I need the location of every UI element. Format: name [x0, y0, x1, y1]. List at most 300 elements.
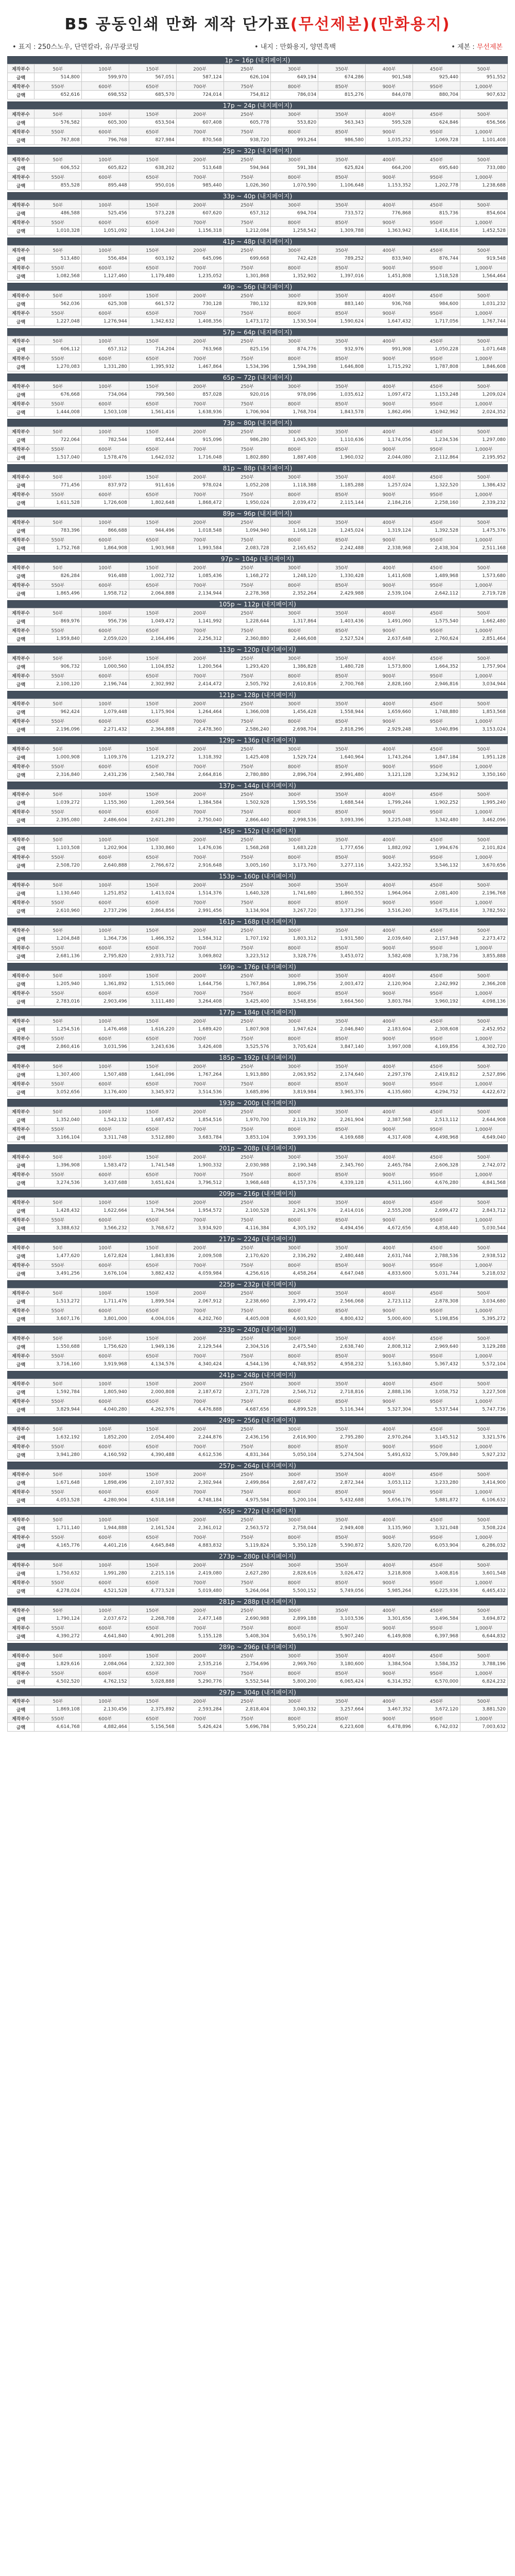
price-cell: 1,069,728	[413, 136, 460, 145]
quantity-cell: 700부	[176, 1351, 224, 1360]
price-section	[7, 963, 508, 1006]
quantity-cell: 50부	[35, 608, 82, 617]
quantity-cell: 650부	[129, 445, 176, 453]
quantity-cell: 500부	[460, 64, 508, 73]
quantity-label: 제작부수	[8, 1606, 35, 1615]
spec-binding	[451, 41, 503, 51]
quantity-cell: 200부	[176, 291, 224, 300]
price-cell: 3,651,624	[129, 1179, 176, 1188]
quantity-cell: 900부	[366, 1442, 413, 1451]
price-section	[7, 374, 508, 417]
quantity-cell: 700부	[176, 1170, 224, 1179]
price-row	[8, 1071, 508, 1079]
price-cell: 5,537,544	[413, 1405, 460, 1414]
quantity-cell: 100부	[81, 880, 129, 889]
quantity-label: 제작부수	[8, 853, 35, 861]
price-cell: 657,312	[81, 345, 129, 354]
quantity-cell: 150부	[129, 790, 176, 799]
quantity-row	[8, 898, 508, 907]
price-cell: 1,331,280	[81, 363, 129, 371]
price-cell: 2,998,536	[271, 816, 318, 825]
quantity-label: 제작부수	[8, 1034, 35, 1043]
price-cell: 4,800,432	[318, 1315, 366, 1324]
quantity-cell: 350부	[318, 336, 366, 345]
quantity-cell: 150부	[129, 563, 176, 572]
price-cell: 2,991,456	[176, 907, 224, 916]
price-row	[8, 391, 508, 399]
price-cell: 4,641,840	[81, 1632, 129, 1641]
quantity-row	[8, 671, 508, 680]
price-cell: 1,082,568	[35, 272, 82, 281]
price-cell: 876,744	[413, 255, 460, 263]
price-cell: 5,019,480	[176, 1587, 224, 1596]
quantity-cell: 450부	[413, 1107, 460, 1116]
price-row	[8, 1723, 508, 1732]
quantity-cell: 600부	[81, 535, 129, 544]
price-cell: 956,736	[81, 617, 129, 626]
quantity-cell: 300부	[271, 291, 318, 300]
price-cell: 5,408,304	[224, 1632, 271, 1641]
price-cell: 2,352,264	[271, 589, 318, 598]
price-label: 금액	[8, 272, 35, 281]
spec-cover: • 표지 : 250스노우, 단면칼라, 유/무광코팅	[12, 43, 139, 51]
price-cell: 920,016	[224, 391, 271, 399]
price-cell: 2,338,968	[366, 544, 413, 553]
price-cell: 553,820	[271, 118, 318, 127]
quantity-cell: 250부	[224, 1425, 271, 1433]
price-cell: 2,828,616	[271, 1569, 318, 1578]
price-cell: 5,031,744	[413, 1269, 460, 1278]
price-cell: 3,422,352	[366, 861, 413, 870]
price-cell: 653,504	[129, 118, 176, 127]
price-cell: 1,750,632	[35, 1569, 82, 1578]
quantity-cell: 900부	[366, 943, 413, 952]
quantity-cell: 500부	[460, 608, 508, 617]
quantity-row	[8, 246, 508, 255]
quantity-cell: 650부	[129, 898, 176, 907]
price-cell: 1,882,092	[366, 844, 413, 853]
price-cell: 3,180,600	[318, 1660, 366, 1669]
quantity-cell: 150부	[129, 1062, 176, 1071]
price-cell: 2,593,284	[176, 1705, 224, 1714]
quantity-cell: 100부	[81, 1697, 129, 1705]
quantity-cell: 350부	[318, 155, 366, 164]
quantity-cell: 600부	[81, 218, 129, 227]
price-cell: 1,035,252	[366, 136, 413, 145]
price-cell: 2,563,572	[224, 1524, 271, 1533]
price-cell: 4,858,440	[413, 1224, 460, 1233]
price-row	[8, 1116, 508, 1125]
quantity-cell: 600부	[81, 717, 129, 725]
quantity-cell: 250부	[224, 382, 271, 391]
quantity-cell: 300부	[271, 880, 318, 889]
quantity-cell: 100부	[81, 155, 129, 164]
price-label: 금액	[8, 1496, 35, 1505]
quantity-cell: 250부	[224, 518, 271, 527]
price-section	[7, 192, 508, 235]
price-cell: 1,386,828	[271, 663, 318, 671]
price-cell: 5,500,152	[271, 1587, 318, 1596]
price-cell: 1,452,528	[460, 227, 508, 235]
price-cell: 1,767,864	[224, 980, 271, 989]
price-row	[8, 861, 508, 870]
quantity-cell: 900부	[366, 1261, 413, 1269]
quantity-cell: 450부	[413, 790, 460, 799]
quantity-cell: 400부	[366, 200, 413, 209]
quantity-cell: 900부	[366, 717, 413, 725]
price-row	[8, 572, 508, 581]
price-cell: 695,640	[413, 164, 460, 173]
quantity-row	[8, 263, 508, 272]
price-row	[8, 1315, 508, 1324]
price-cell: 1,767,264	[176, 1071, 224, 1079]
price-table	[7, 880, 508, 916]
price-cell: 3,514,536	[176, 1088, 224, 1097]
price-cell: 3,034,944	[460, 680, 508, 689]
price-cell: 2,851,464	[460, 635, 508, 643]
quantity-cell: 800부	[271, 445, 318, 453]
quantity-cell: 250부	[224, 1697, 271, 1705]
quantity-cell: 1,000부	[460, 1215, 508, 1224]
price-cell: 4,294,752	[413, 1088, 460, 1097]
price-cell: 5,198,856	[413, 1315, 460, 1324]
quantity-cell: 400부	[366, 1243, 413, 1252]
price-cell: 2,174,640	[318, 1071, 366, 1079]
quantity-cell: 750부	[224, 1533, 271, 1541]
quantity-cell: 400부	[366, 64, 413, 73]
price-cell: 984,600	[413, 300, 460, 309]
quantity-cell: 250부	[224, 1243, 271, 1252]
price-section	[7, 464, 508, 507]
price-table	[7, 1016, 508, 1052]
price-cell: 3,145,512	[413, 1433, 460, 1442]
quantity-cell: 850부	[318, 1487, 366, 1496]
quantity-cell: 650부	[129, 1487, 176, 1496]
price-cell: 1,079,448	[81, 708, 129, 717]
quantity-cell: 950부	[413, 626, 460, 635]
quantity-cell: 700부	[176, 1079, 224, 1088]
price-cell: 1,507,488	[81, 1071, 129, 1079]
price-cell: 1,200,564	[176, 663, 224, 671]
price-section	[7, 1326, 508, 1369]
quantity-label: 제작부수	[8, 291, 35, 300]
price-cell: 2,788,536	[413, 1252, 460, 1261]
price-cell: 1,869,108	[35, 1705, 82, 1714]
quantity-label: 제작부수	[8, 263, 35, 272]
quantity-cell: 600부	[81, 1397, 129, 1405]
quantity-cell: 750부	[224, 1079, 271, 1088]
price-cell: 1,467,864	[176, 363, 224, 371]
quantity-cell: 950부	[413, 1533, 460, 1541]
quantity-cell: 250부	[224, 1016, 271, 1025]
quantity-cell: 1,000부	[460, 1714, 508, 1723]
quantity-cell: 1,000부	[460, 445, 508, 453]
price-cell: 1,960,032	[318, 453, 366, 462]
quantity-cell: 50부	[35, 1561, 82, 1569]
quantity-cell: 900부	[366, 1487, 413, 1496]
quantity-row	[8, 291, 508, 300]
price-cell: 3,257,664	[318, 1705, 366, 1714]
quantity-cell: 550부	[35, 1034, 82, 1043]
price-cell: 1,715,292	[366, 363, 413, 371]
price-cell: 2,322,300	[129, 1660, 176, 1669]
price-row	[8, 1569, 508, 1578]
quantity-cell: 50부	[35, 291, 82, 300]
price-row	[8, 725, 508, 734]
price-cell: 2,527,896	[460, 1071, 508, 1079]
quantity-cell: 900부	[366, 898, 413, 907]
quantity-cell: 450부	[413, 1289, 460, 1297]
quantity-label: 제작부수	[8, 880, 35, 889]
price-cell: 5,950,224	[271, 1723, 318, 1732]
price-cell: 649,194	[271, 73, 318, 82]
quantity-cell: 750부	[224, 898, 271, 907]
quantity-cell: 150부	[129, 518, 176, 527]
price-table	[7, 109, 508, 145]
quantity-row	[8, 1170, 508, 1179]
price-cell: 1,959,840	[35, 635, 82, 643]
price-cell: 3,437,688	[81, 1179, 129, 1188]
price-cell: 1,748,880	[413, 708, 460, 717]
quantity-cell: 500부	[460, 110, 508, 118]
price-cell: 2,261,976	[271, 1207, 318, 1215]
quantity-cell: 100부	[81, 1515, 129, 1524]
price-cell: 4,899,528	[271, 1405, 318, 1414]
quantity-cell: 550부	[35, 581, 82, 589]
quantity-cell: 350부	[318, 699, 366, 708]
price-cell: 6,314,352	[366, 1677, 413, 1686]
quantity-cell: 300부	[271, 427, 318, 436]
quantity-cell: 50부	[35, 1470, 82, 1479]
quantity-cell: 750부	[224, 1714, 271, 1723]
price-cell: 1,293,420	[224, 663, 271, 671]
price-cell: 2,161,524	[129, 1524, 176, 1533]
quantity-cell: 250부	[224, 1062, 271, 1071]
quantity-cell: 450부	[413, 518, 460, 527]
price-cell: 1,392,528	[413, 527, 460, 535]
price-cell: 2,991,480	[318, 771, 366, 779]
quantity-cell: 650부	[129, 1125, 176, 1133]
price-cell: 4,518,168	[129, 1496, 176, 1505]
quantity-cell: 150부	[129, 1334, 176, 1343]
quantity-cell: 850부	[318, 1125, 366, 1133]
price-cell: 2,130,456	[81, 1705, 129, 1714]
quantity-label: 제작부수	[8, 835, 35, 844]
price-cell: 2,808,312	[366, 1343, 413, 1351]
quantity-cell: 900부	[366, 218, 413, 227]
price-cell: 1,947,624	[271, 1025, 318, 1034]
quantity-cell: 1,000부	[460, 309, 508, 317]
price-cell: 1,109,376	[81, 753, 129, 762]
price-cell: 2,195,952	[460, 453, 508, 462]
price-cell: 2,699,472	[413, 1207, 460, 1215]
price-cell: 1,843,578	[318, 408, 366, 417]
quantity-label: 제작부수	[8, 309, 35, 317]
quantity-cell: 500부	[460, 744, 508, 753]
quantity-cell: 650부	[129, 1079, 176, 1088]
price-cell: 1,168,128	[271, 527, 318, 535]
quantity-cell: 850부	[318, 1397, 366, 1405]
price-cell: 2,170,620	[224, 1252, 271, 1261]
price-cell: 2,364,888	[129, 725, 176, 734]
price-label: 금액	[8, 889, 35, 898]
price-row	[8, 708, 508, 717]
price-cell: 786,034	[271, 91, 318, 99]
price-cell: 985,440	[176, 181, 224, 190]
price-cell: 3,993,336	[271, 1133, 318, 1142]
price-cell: 2,718,816	[318, 1388, 366, 1397]
price-cell: 1,954,572	[176, 1207, 224, 1215]
price-cell: 3,683,784	[176, 1133, 224, 1142]
quantity-cell: 550부	[35, 1623, 82, 1632]
price-cell: 925,440	[413, 73, 460, 82]
price-cell: 1,235,052	[176, 272, 224, 281]
quantity-cell: 150부	[129, 926, 176, 935]
price-cell: 1,227,048	[35, 317, 82, 326]
quantity-cell: 250부	[224, 1198, 271, 1207]
quantity-cell: 350부	[318, 1016, 366, 1025]
price-cell: 1,010,328	[35, 227, 82, 235]
price-cell: 1,000,560	[81, 663, 129, 671]
page-range-header: 249p ~ 256p (내지페이지)	[7, 1416, 508, 1424]
quantity-cell: 650부	[129, 1623, 176, 1632]
price-cell: 2,101,824	[460, 844, 508, 853]
page-range-header: 225p ~ 232p (내지페이지)	[7, 1280, 508, 1288]
quantity-cell: 600부	[81, 762, 129, 771]
quantity-cell: 250부	[224, 1651, 271, 1660]
quantity-cell: 650부	[129, 535, 176, 544]
price-cell: 3,321,048	[413, 1524, 460, 1533]
quantity-cell: 1,000부	[460, 218, 508, 227]
price-cell: 2,929,248	[366, 725, 413, 734]
quantity-cell: 450부	[413, 1651, 460, 1660]
quantity-cell: 900부	[366, 626, 413, 635]
price-cell: 1,127,460	[81, 272, 129, 281]
price-label: 금액	[8, 345, 35, 354]
quantity-label: 제작부수	[8, 218, 35, 227]
price-cell: 2,970,264	[366, 1433, 413, 1442]
quantity-cell: 1,000부	[460, 399, 508, 408]
price-table	[7, 1243, 508, 1278]
price-cell: 1,802,648	[129, 499, 176, 507]
price-cell: 1,794,564	[129, 1207, 176, 1215]
price-cell: 2,190,348	[271, 1161, 318, 1170]
price-cell: 2,555,208	[366, 1207, 413, 1215]
quantity-row	[8, 744, 508, 753]
price-row	[8, 680, 508, 689]
quantity-cell: 700부	[176, 354, 224, 363]
price-cell: 573,228	[129, 209, 176, 218]
quantity-cell: 450부	[413, 291, 460, 300]
quantity-cell: 900부	[366, 671, 413, 680]
quantity-cell: 750부	[224, 762, 271, 771]
quantity-cell: 600부	[81, 1034, 129, 1043]
quantity-cell: 100부	[81, 744, 129, 753]
quantity-cell: 650부	[129, 671, 176, 680]
quantity-cell: 200부	[176, 1697, 224, 1705]
quantity-cell: 100부	[81, 246, 129, 255]
price-cell: 4,647,048	[318, 1269, 366, 1278]
price-row	[8, 345, 508, 354]
quantity-cell: 350부	[318, 1289, 366, 1297]
price-label: 금액	[8, 1723, 35, 1732]
price-cell: 1,584,312	[176, 935, 224, 943]
quantity-cell: 500부	[460, 1062, 508, 1071]
price-cell: 1,270,083	[35, 363, 82, 371]
quantity-cell: 600부	[81, 1578, 129, 1587]
price-cell: 3,934,920	[176, 1224, 224, 1233]
price-cell: 3,350,160	[460, 771, 508, 779]
quantity-cell: 900부	[366, 581, 413, 589]
price-label: 금액	[8, 663, 35, 671]
price-section	[7, 555, 508, 598]
price-cell: 1,862,496	[366, 408, 413, 417]
quantity-cell: 50부	[35, 563, 82, 572]
quantity-label: 제작부수	[8, 82, 35, 91]
quantity-cell: 150부	[129, 246, 176, 255]
spec-inner: • 내지 : 만화용지, 양면흑백	[254, 43, 336, 51]
price-label: 금액	[8, 1632, 35, 1641]
price-cell: 3,582,408	[366, 952, 413, 961]
price-cell: 3,803,784	[366, 997, 413, 1006]
quantity-cell: 1,000부	[460, 717, 508, 725]
price-cell: 2,196,744	[81, 680, 129, 689]
price-label: 금액	[8, 1677, 35, 1686]
quantity-cell: 650부	[129, 717, 176, 725]
quantity-cell: 350부	[318, 1334, 366, 1343]
price-cell: 2,606,328	[413, 1161, 460, 1170]
price-cell: 3,584,352	[413, 1660, 460, 1669]
quantity-cell: 300부	[271, 926, 318, 935]
quantity-cell: 300부	[271, 608, 318, 617]
price-cell: 1,219,272	[129, 753, 176, 762]
page-range-header: 33p ~ 40p (내지페이지)	[7, 192, 508, 200]
price-cell: 2,268,708	[129, 1615, 176, 1623]
price-cell: 4,134,576	[129, 1360, 176, 1369]
quantity-cell: 550부	[35, 807, 82, 816]
price-cell: 1,803,312	[271, 935, 318, 943]
quantity-label: 제작부수	[8, 1306, 35, 1315]
quantity-cell: 650부	[129, 82, 176, 91]
quantity-cell: 900부	[366, 1578, 413, 1587]
price-cell: 3,153,024	[460, 725, 508, 734]
quantity-cell: 200부	[176, 699, 224, 708]
quantity-cell: 150부	[129, 1107, 176, 1116]
price-cell: 1,902,252	[413, 799, 460, 807]
price-cell: 5,881,872	[413, 1496, 460, 1505]
quantity-label: 제작부수	[8, 790, 35, 799]
quantity-cell: 600부	[81, 399, 129, 408]
quantity-cell: 650부	[129, 807, 176, 816]
quantity-cell: 800부	[271, 762, 318, 771]
price-cell: 3,801,000	[81, 1315, 129, 1324]
price-cell: 5,907,240	[318, 1632, 366, 1641]
quantity-cell: 150부	[129, 1515, 176, 1524]
price-row	[8, 436, 508, 445]
quantity-cell: 700부	[176, 1533, 224, 1541]
quantity-cell: 200부	[176, 155, 224, 164]
page-range-header: 105p ~ 112p (내지페이지)	[7, 600, 508, 608]
price-label: 금액	[8, 680, 35, 689]
quantity-cell: 700부	[176, 1034, 224, 1043]
quantity-cell: 450부	[413, 608, 460, 617]
price-cell: 1,212,084	[224, 227, 271, 235]
quantity-cell: 50부	[35, 1107, 82, 1116]
quantity-cell: 700부	[176, 263, 224, 272]
quantity-row	[8, 926, 508, 935]
price-cell: 2,302,992	[129, 680, 176, 689]
quantity-cell: 300부	[271, 200, 318, 209]
